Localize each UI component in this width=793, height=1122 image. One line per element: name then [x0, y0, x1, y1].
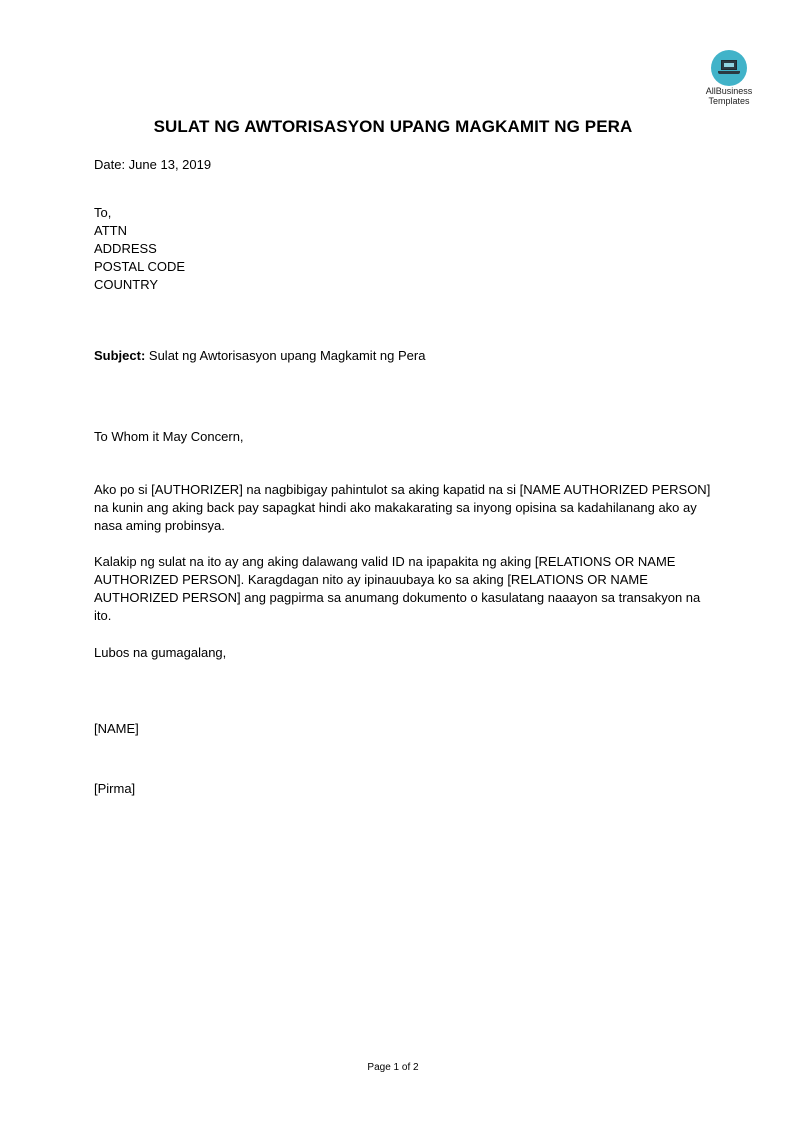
recipient-to: To,	[94, 205, 112, 220]
signature-placeholder: [Pirma]	[94, 781, 136, 796]
name-placeholder: [NAME]	[94, 721, 139, 736]
allbusiness-logo	[697, 50, 761, 106]
subject-line	[94, 347, 425, 365]
logo-text-line1: AllBusiness	[705, 86, 753, 96]
recipient-address: ADDRESS	[94, 241, 157, 256]
logo-text-line2: Templates	[708, 96, 750, 106]
subject-label: Subject:	[94, 348, 146, 363]
date-line: Date: June 13, 2019	[94, 157, 212, 172]
closing: Lubos na gumagalang,	[94, 645, 227, 660]
recipient-country: COUNTRY	[94, 277, 159, 292]
document-title: SULAT NG AWTORISASYON UPANG MAGKAMIT NG PERA	[153, 117, 633, 136]
body-paragraph-1: Ako po si [AUTHORIZER] na nagbibigay pahintulot sa aking kapatid na si [NAME AUTHORIZED PERSON] na kunin ang aking back pay sapagkat hindi ako makakarating sa inyong opisina sa kadahilanang ako ay nasa aming probinsya.	[94, 482, 711, 533]
recipient-postal-code: POSTAL CODE	[94, 259, 186, 274]
laptop-icon	[711, 50, 747, 86]
recipient-attn: ATTN	[94, 223, 127, 238]
body-paragraph-2: Kalakip ng sulat na ito ay ang aking dalawang valid ID na ipapakita ng aking [RELATIONS OR NAME AUTHORIZED PERSON]. Karagdagan nito ay ipinauubaya ko sa aking [RELATIONS OR NAME AUTHORIZED PERSON] ang pagpirma sa anumang dokumento o kasulatang naaayon sa transakyon na ito.	[94, 554, 701, 623]
page-number: Page 1 of 2	[367, 1062, 419, 1073]
salutation: To Whom it May Concern,	[94, 429, 244, 444]
subject-text: Sulat ng Awtorisasyon upang Magkamit ng Pera	[145, 348, 426, 363]
